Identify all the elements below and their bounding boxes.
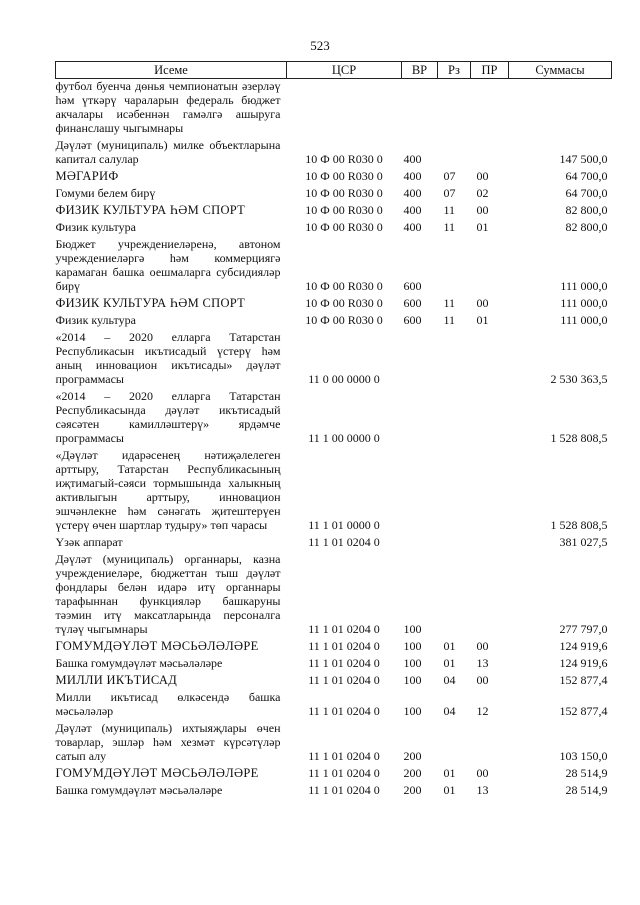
cell-sum: 2 530 363,5 bbox=[550, 372, 608, 386]
cell-csr: 11 1 01 0204 0 bbox=[308, 766, 380, 780]
cell-rz bbox=[438, 532, 471, 549]
cell-rz: 04 bbox=[443, 704, 456, 718]
cell-csr: 10 Ф 00 R030 0 bbox=[305, 169, 383, 183]
cell-name: Физик культура bbox=[55, 220, 136, 234]
cell-csr: 10 Ф 00 R030 0 bbox=[305, 296, 383, 310]
cell-name: Дәүләт (муниципаль) милке объектларына капитал салулар bbox=[55, 138, 281, 166]
cell-sum: 28 514,9 bbox=[565, 766, 608, 780]
cell-vr: 400 bbox=[403, 220, 422, 234]
cell-sum: 103 150,0 bbox=[559, 749, 608, 763]
cell-sum: 124 919,6 bbox=[559, 639, 608, 653]
table-row bbox=[56, 310, 612, 327]
table-row bbox=[56, 445, 612, 532]
cell-csr: 10 Ф 00 R030 0 bbox=[305, 152, 383, 166]
cell-name: Дәүләт (муниципаль) ихтыяҗлары өчен товарлар, эшләр һәм хезмәт күрсәтүләр сатып алу bbox=[55, 721, 281, 763]
cell-vr: 100 bbox=[403, 656, 422, 670]
table-header bbox=[56, 62, 612, 79]
cell-csr: 11 0 00 0000 0 bbox=[308, 372, 380, 386]
table-row bbox=[56, 718, 612, 763]
table-row bbox=[56, 135, 612, 166]
cell-sum: 1 528 808,5 bbox=[550, 431, 608, 445]
table-row bbox=[56, 780, 612, 797]
cell-vr bbox=[402, 386, 438, 445]
header-vr: ВР bbox=[402, 62, 438, 79]
page-number: 523 bbox=[310, 38, 330, 53]
header-csr: ЦСР bbox=[287, 62, 402, 79]
cell-rz bbox=[438, 549, 471, 636]
table-row bbox=[56, 79, 612, 136]
cell-pr: 00 bbox=[476, 766, 489, 780]
cell-rz bbox=[438, 386, 471, 445]
cell-name: Үзәк аппарат bbox=[55, 535, 123, 549]
cell-pr: 00 bbox=[476, 639, 489, 653]
cell-pr bbox=[471, 718, 509, 763]
cell-name: Физик культура bbox=[55, 313, 136, 327]
table-row bbox=[56, 217, 612, 234]
cell-csr: 11 1 01 0204 0 bbox=[308, 704, 380, 718]
table-row bbox=[56, 234, 612, 293]
cell-pr: 02 bbox=[476, 186, 489, 200]
cell-name: Бюджет учреждениеләренә, автоном учреждениеләргә һәм коммерциягә карамаган башка оешмаларга субсидияләр бирү bbox=[55, 237, 281, 293]
cell-csr: 11 1 01 0204 0 bbox=[308, 783, 380, 797]
cell-name: «2014 – 2020 елларга Татарстан Республикасын икътисадый үстерү һәм аның инновацион икътисады» дәүләт программасы bbox=[55, 330, 281, 386]
cell-vr bbox=[402, 445, 438, 532]
cell-pr: 12 bbox=[476, 704, 489, 718]
table-row bbox=[56, 183, 612, 200]
cell-pr bbox=[471, 79, 509, 136]
cell-pr: 01 bbox=[476, 220, 489, 234]
cell-vr bbox=[402, 79, 438, 136]
cell-csr: 10 Ф 00 R030 0 bbox=[305, 186, 383, 200]
cell-sum: 124 919,6 bbox=[559, 656, 608, 670]
cell-pr bbox=[471, 445, 509, 532]
cell-name: Башка гомумдәүләт мәсьәләләре bbox=[55, 783, 223, 797]
cell-name: МИЛЛИ ИКЪТИСАД bbox=[55, 673, 178, 687]
cell-rz: 11 bbox=[443, 296, 456, 310]
cell-sum: 147 500,0 bbox=[559, 152, 608, 166]
cell-csr: 10 Ф 00 R030 0 bbox=[305, 279, 383, 293]
header-rz: Рз bbox=[438, 62, 471, 79]
cell-name: Гомуми белем бирү bbox=[55, 186, 156, 200]
cell-vr: 400 bbox=[403, 169, 422, 183]
table-row bbox=[56, 327, 612, 386]
cell-name: ФИЗИК КУЛЬТУРА ҺӘМ СПОРТ bbox=[55, 296, 246, 310]
table-row bbox=[56, 166, 612, 183]
cell-vr: 200 bbox=[403, 783, 422, 797]
cell-csr: 11 1 01 0204 0 bbox=[308, 535, 380, 549]
table-row bbox=[56, 532, 612, 549]
cell-sum: 82 800,0 bbox=[565, 220, 608, 234]
cell-csr: 11 1 01 0204 0 bbox=[308, 622, 380, 636]
table-row bbox=[56, 386, 612, 445]
header-sum: Суммасы bbox=[509, 62, 612, 79]
cell-csr: 11 1 01 0204 0 bbox=[308, 673, 380, 687]
cell-csr bbox=[287, 79, 402, 136]
cell-name: ГОМУМДӘҮЛӘТ МӘСЬӘЛӘЛӘРЕ bbox=[55, 639, 259, 653]
table-row bbox=[56, 636, 612, 653]
cell-rz: 01 bbox=[443, 783, 456, 797]
cell-csr: 11 1 01 0000 0 bbox=[308, 518, 380, 532]
table-row bbox=[56, 293, 612, 310]
cell-csr: 11 1 01 0204 0 bbox=[308, 656, 380, 670]
cell-name: Милли икътисад өлкәсендә башка мәсьәләләр bbox=[55, 690, 281, 718]
cell-vr: 100 bbox=[403, 673, 422, 687]
cell-name: футбол буенча дөнья чемпионатын әзерләү һәм үткәрү чараларын федераль бюджет акчалары исәбеннән гамәлгә ашыруга финанслашу чыгымнары bbox=[55, 79, 281, 135]
cell-rz bbox=[438, 135, 471, 166]
cell-vr: 100 bbox=[403, 622, 422, 636]
cell-csr: 10 Ф 00 R030 0 bbox=[305, 313, 383, 327]
cell-vr: 600 bbox=[403, 296, 422, 310]
cell-sum: 28 514,9 bbox=[565, 783, 608, 797]
cell-csr: 10 Ф 00 R030 0 bbox=[305, 203, 383, 217]
table-row bbox=[56, 200, 612, 217]
cell-sum: 1 528 808,5 bbox=[550, 518, 608, 532]
cell-pr: 13 bbox=[476, 656, 489, 670]
cell-name: Дәүләт (муниципаль) органнары, казна учреждениеләре, бюджеттан тыш дәүләт фондлары белән идарә итү органнары тарафыннан функцияләр башкаруны тәэмин итү максатларында персоналга түләү чыгымнары bbox=[55, 552, 281, 636]
budget-table-container bbox=[55, 61, 611, 797]
cell-rz bbox=[438, 79, 471, 136]
cell-vr bbox=[402, 532, 438, 549]
cell-vr: 400 bbox=[403, 186, 422, 200]
budget-table bbox=[55, 61, 612, 797]
cell-pr: 00 bbox=[476, 673, 489, 687]
cell-name: «2014 – 2020 елларга Татарстан Республикасында дәүләт икътисадый сәясәтен камилләштерү» ярдәмче программасы bbox=[55, 389, 281, 445]
cell-csr: 11 1 01 0204 0 bbox=[308, 639, 380, 653]
cell-pr: 00 bbox=[476, 169, 489, 183]
cell-pr bbox=[471, 386, 509, 445]
cell-vr: 600 bbox=[403, 313, 422, 327]
table-row bbox=[56, 763, 612, 780]
header-name: Исеме bbox=[56, 62, 287, 79]
cell-pr: 00 bbox=[476, 203, 489, 217]
cell-rz bbox=[438, 327, 471, 386]
header-pr: ПР bbox=[471, 62, 509, 79]
cell-sum: 64 700,0 bbox=[565, 186, 608, 200]
cell-rz: 07 bbox=[443, 186, 456, 200]
cell-sum bbox=[509, 79, 612, 136]
cell-vr: 200 bbox=[403, 766, 422, 780]
table-row bbox=[56, 549, 612, 636]
cell-rz: 01 bbox=[443, 656, 456, 670]
cell-rz: 11 bbox=[443, 313, 456, 327]
cell-sum: 381 027,5 bbox=[559, 535, 608, 549]
cell-vr: 200 bbox=[403, 749, 422, 763]
cell-vr: 100 bbox=[403, 704, 422, 718]
cell-pr: 13 bbox=[476, 783, 489, 797]
cell-name: МӘГАРИФ bbox=[55, 169, 119, 183]
cell-pr bbox=[471, 135, 509, 166]
table-body bbox=[56, 79, 612, 798]
cell-name: ГОМУМДӘҮЛӘТ МӘСЬӘЛӘЛӘРЕ bbox=[55, 766, 259, 780]
cell-vr bbox=[402, 327, 438, 386]
cell-sum: 111 000,0 bbox=[560, 296, 608, 310]
cell-pr bbox=[471, 234, 509, 293]
cell-pr bbox=[471, 327, 509, 386]
cell-rz: 01 bbox=[443, 639, 456, 653]
cell-vr: 400 bbox=[403, 203, 422, 217]
cell-sum: 277 797,0 bbox=[559, 622, 608, 636]
cell-name: ФИЗИК КУЛЬТУРА ҺӘМ СПОРТ bbox=[55, 203, 246, 217]
cell-sum: 152 877,4 bbox=[559, 704, 608, 718]
cell-pr: 00 bbox=[476, 296, 489, 310]
cell-sum: 111 000,0 bbox=[560, 313, 608, 327]
cell-pr bbox=[471, 532, 509, 549]
cell-vr: 600 bbox=[403, 279, 422, 293]
cell-csr: 10 Ф 00 R030 0 bbox=[305, 220, 383, 234]
cell-sum: 64 700,0 bbox=[565, 169, 608, 183]
table-row bbox=[56, 670, 612, 687]
cell-rz bbox=[438, 445, 471, 532]
cell-rz: 01 bbox=[443, 766, 456, 780]
cell-vr: 100 bbox=[403, 639, 422, 653]
cell-rz: 11 bbox=[443, 203, 456, 217]
cell-sum: 82 800,0 bbox=[565, 203, 608, 217]
cell-sum: 152 877,4 bbox=[559, 673, 608, 687]
table-row bbox=[56, 687, 612, 718]
cell-name: «Дәүләт идарәсенең нәтиҗәлелеген арттыру, Татарстан Республикасының иҗтимагый-сәяси тормышында халыкның активлыгын арттыру, инновацион эшчәнлекне һәм сәнәгать җитештерүен үстерү өчен шартлар тудыру» төп чарасы bbox=[55, 448, 281, 532]
cell-vr: 400 bbox=[403, 152, 422, 166]
header-row bbox=[56, 62, 612, 79]
cell-csr: 11 1 01 0204 0 bbox=[308, 749, 380, 763]
cell-rz: 04 bbox=[443, 673, 456, 687]
cell-rz bbox=[438, 718, 471, 763]
cell-sum: 111 000,0 bbox=[560, 279, 608, 293]
cell-rz bbox=[438, 234, 471, 293]
cell-rz: 11 bbox=[443, 220, 456, 234]
table-row bbox=[56, 653, 612, 670]
cell-name: Башка гомумдәүләт мәсьәләләре bbox=[55, 656, 223, 670]
cell-pr: 01 bbox=[476, 313, 489, 327]
cell-rz: 07 bbox=[443, 169, 456, 183]
cell-csr: 11 1 00 0000 0 bbox=[308, 431, 380, 445]
cell-pr bbox=[471, 549, 509, 636]
